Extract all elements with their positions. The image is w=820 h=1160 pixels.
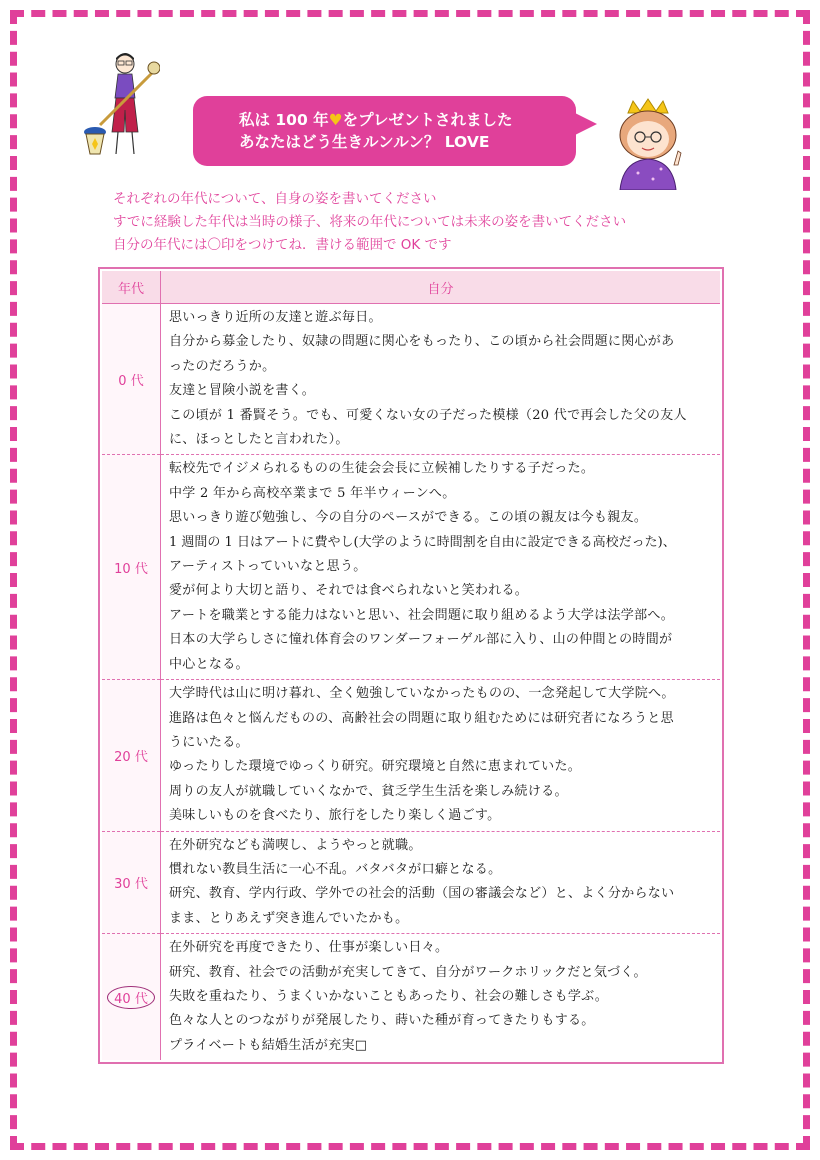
text-line: 転校先でイジメられるものの生徒会会長に立候補したりする子だった。 xyxy=(169,461,595,477)
self-cell xyxy=(161,680,721,831)
table-row xyxy=(102,680,720,831)
bubble-text-part2: をプレゼントされました xyxy=(342,111,513,129)
text-line: アーティストっていいなと思う。 xyxy=(169,559,367,575)
age-cell: 30 代 xyxy=(102,831,161,934)
text-line: 研究、教育、学内行政、学外での社会的活動（国の審議会など）と、よく分からない xyxy=(169,886,675,902)
current-age-circle: 40 代 xyxy=(107,986,155,1009)
age-column-header: 年代 xyxy=(102,271,161,304)
table-header-row xyxy=(102,271,720,304)
text-line: 進路は色々と悩んだものの、高齢社会の問題に取り組むためには研究者になろうと思 xyxy=(169,710,674,726)
table-row xyxy=(102,304,720,455)
instructions xyxy=(113,188,733,257)
text-line: 日本の大学らしさに憧れ体育会のワンダーフォーゲル部に入り、山の仲間との時間が xyxy=(169,632,673,648)
self-cell xyxy=(161,304,721,455)
text-line: 思いっきり近所の友達と遊ぶ毎日。 xyxy=(169,310,382,325)
speech-bubble xyxy=(193,96,576,166)
crowned-woman-illustration xyxy=(598,95,698,190)
self-column-header: 自分 xyxy=(161,271,721,304)
text-line: まま、とりあえず突き進んでいたかも。 xyxy=(169,910,409,926)
text-line: プライベートも結婚生活が充実□ xyxy=(169,1037,368,1053)
instruction-line: すでに経験した年代は当時の様子、将来の年代については未来の姿を書いてください xyxy=(113,214,627,230)
text-line: アートを職業とする能力はないと思い、社会問題に取り組めるよう大学は法学部へ。 xyxy=(169,607,675,623)
self-cell xyxy=(161,455,721,680)
table-row xyxy=(102,934,720,1061)
text-line: 思いっきり遊び勉強し、今の自分のペースができる。この頃の親友は今も親友。 xyxy=(169,510,648,526)
age-table xyxy=(102,271,720,1060)
text-line: 愛が何より大切と語り、それでは食べられないと笑われる。 xyxy=(169,583,529,599)
text-line: 周りの友人が就職していくなかで、貧乏学生生活を楽しみ続ける。 xyxy=(169,783,568,799)
bubble-line-1 xyxy=(239,109,576,131)
text-line: に、ほっとしたと言われた）。 xyxy=(169,432,349,448)
table-row xyxy=(102,831,720,934)
text-line: ゆったりした環境でゆっくり研究。研究環境と自然に恵まれていた。 xyxy=(169,759,582,775)
text-line: 在外研究なども満喫し、ようやっと就職。 xyxy=(169,837,422,853)
text-line: うにいたる。 xyxy=(169,734,249,750)
speech-bubble-tail xyxy=(575,113,597,135)
instruction-line: それぞれの年代について、自身の姿を書いてください xyxy=(113,191,437,207)
text-line: 中学 2 年から高校卒業まで 5 年半ウィーンへ。 xyxy=(169,485,456,501)
text-line: 在外研究を再度できたり、仕事が楽しい日々。 xyxy=(169,940,449,956)
text-line: 色々な人とのつながりが発展したり、蒔いた種が育ってきたりもする。 xyxy=(169,1013,595,1029)
text-line: ったのだろうか。 xyxy=(169,358,276,374)
text-line: 自分から募金したり、奴隷の問題に関心をもったり、この頃から社会問題に関心があ xyxy=(169,334,675,350)
bubble-line-2: あなたはどう生きルンルン？ LOVE xyxy=(239,133,490,151)
text-line: 慣れない教員生活に一心不乱。バタバタが口癖となる。 xyxy=(169,861,502,877)
table-row xyxy=(102,455,720,680)
text-line: 1 週間の 1 日はアートに費やし(大学のように時間割を自由に設定できる高校だった)、 xyxy=(169,534,676,550)
text-line: 友達と冒険小説を書く。 xyxy=(169,383,316,399)
text-line: 大学時代は山に明け暮れ、全く勉強していなかったものの、一念発起して大学院へ。 xyxy=(169,686,675,702)
text-line: 美味しいものを食べたり、旅行をしたり楽しく過ごす。 xyxy=(169,808,501,824)
person-with-lantern-illustration xyxy=(80,50,160,165)
self-cell xyxy=(161,831,721,934)
age-cell: 0 代 xyxy=(102,304,161,455)
bubble-text-part1: 私は 100 年 xyxy=(239,111,329,129)
text-line: 失敗を重ねたり、うまくいかないこともあったり、社会の難しさも学ぶ。 xyxy=(169,988,609,1004)
age-cell xyxy=(102,934,161,1061)
text-line: 中心となる。 xyxy=(169,656,249,672)
text-line: この頃が 1 番賢そう。でも、可愛くない女の子だった模様（20 代で再会した父の友人 xyxy=(169,407,687,423)
age-cell: 20 代 xyxy=(102,680,161,831)
age-cell: 10 代 xyxy=(102,455,161,680)
self-cell xyxy=(161,934,721,1061)
life-table xyxy=(98,267,724,1064)
text-line: 研究、教育、社会での活動が充実してきて、自分がワークホリックだと気づく。 xyxy=(169,964,647,980)
instruction-line: 自分の年代には〇印をつけてね．書ける範囲で OK です xyxy=(113,237,452,253)
heart-icon: ♥ xyxy=(328,111,343,129)
